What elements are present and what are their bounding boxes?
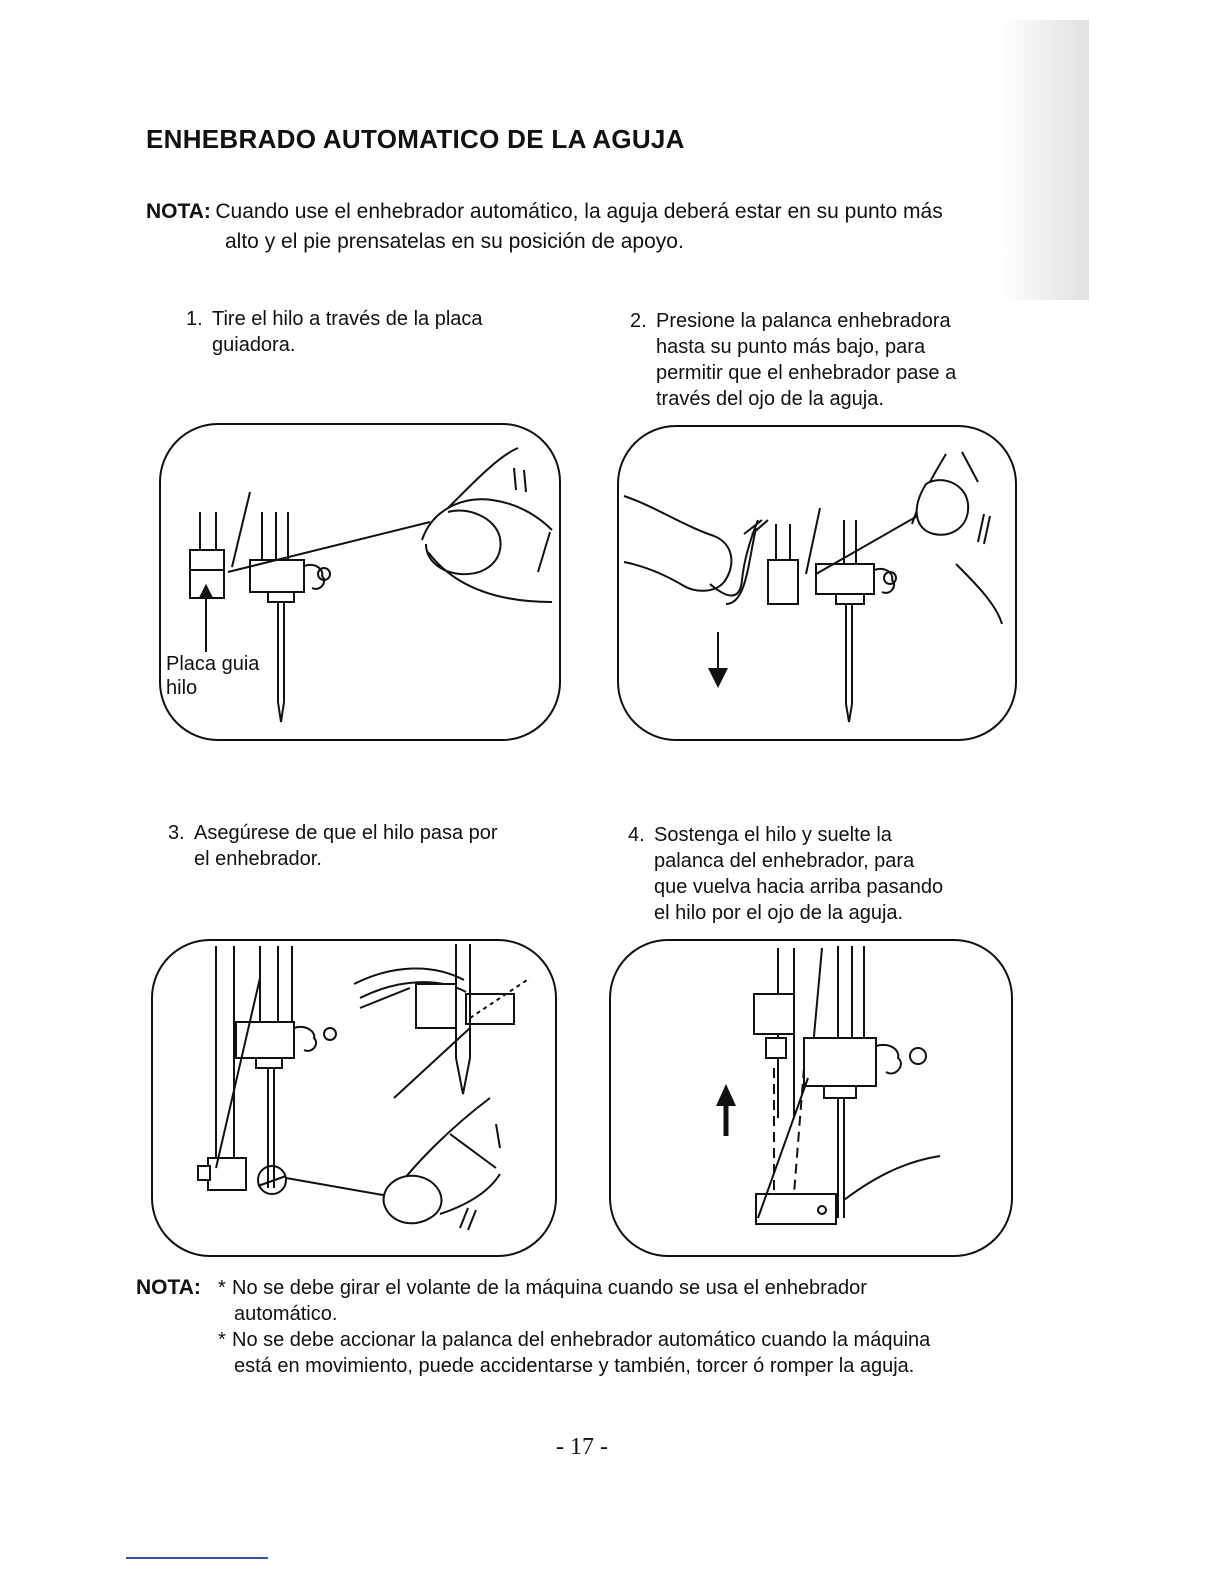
page-title: ENHEBRADO AUTOMATICO DE LA AGUJA: [146, 124, 685, 154]
step-text-line: que vuelva hacia arriba pasando: [654, 876, 944, 898]
note-line: No se debe accionar la palanca del enhebrador automático cuando la máquina: [232, 1329, 931, 1351]
figure-2: [616, 424, 1020, 744]
bullet-star: *: [218, 1277, 226, 1299]
note-line: No se debe girar el volante de la máquina cuando se usa el enhebrador: [232, 1277, 867, 1299]
step-text-line: guiadora.: [212, 334, 296, 356]
figure-2-illustration: [616, 424, 1020, 744]
step-text-line: el enhebrador.: [194, 848, 322, 870]
bottom-rule: [126, 1557, 268, 1559]
step-text-line: hasta su punto más bajo, para: [656, 336, 926, 358]
step-number: 4.: [628, 824, 645, 846]
step-text-line: permitir que el enhebrador pase a: [656, 362, 957, 384]
note-line: está en movimiento, puede accidentarse y también, torcer ó romper la aguja.: [234, 1355, 915, 1377]
step-text-line: Presione la palanca enhebradora: [656, 310, 951, 332]
note-bottom: [136, 1275, 1096, 1379]
step-1: [186, 306, 483, 358]
step-text-line: través del ojo de la aguja.: [656, 388, 884, 410]
step-3: [168, 820, 498, 872]
step-text-line: palanca del enhebrador, para: [654, 850, 915, 872]
step-number: 3.: [168, 822, 185, 844]
step-text-line: el hilo por el ojo de la aguja.: [654, 902, 904, 924]
label-line: hilo: [166, 677, 198, 699]
page-number: - 17 -: [556, 1434, 608, 1460]
step-text-line: Asegúrese de que el hilo pasa por: [194, 822, 498, 844]
step-number: 2.: [630, 310, 647, 332]
note-item-2: [136, 1327, 1096, 1353]
label-line: Placa guia: [166, 653, 260, 675]
step-text-line: Sostenga el hilo y suelte la: [654, 824, 892, 846]
note-spacer: [136, 1327, 218, 1353]
figure-4-illustration: [608, 938, 1014, 1258]
step-4: [628, 822, 943, 926]
scan-shadow: [999, 20, 1089, 300]
note-label: NOTA:: [146, 200, 211, 223]
figure-3-illustration: [150, 938, 558, 1258]
note-item-1: [136, 1275, 1096, 1301]
figure-1: [158, 422, 564, 744]
figure-1-label: [166, 652, 259, 700]
step-text-line: Tire el hilo a través de la placa: [212, 308, 483, 330]
note-line: automático.: [234, 1303, 338, 1325]
step-number: 1.: [186, 308, 203, 330]
note-line-2: alto y el pie prensatelas en su posición de apoyo.: [225, 230, 684, 253]
figure-4: [608, 938, 1014, 1258]
bullet-star: *: [218, 1329, 226, 1351]
note-top: [146, 198, 1046, 256]
note-label: NOTA:: [136, 1276, 201, 1299]
note-line-1: Cuando use el enhebrador automático, la aguja deberá estar en su punto más: [215, 200, 943, 223]
figure-3: [150, 938, 558, 1258]
step-2: [630, 308, 956, 412]
